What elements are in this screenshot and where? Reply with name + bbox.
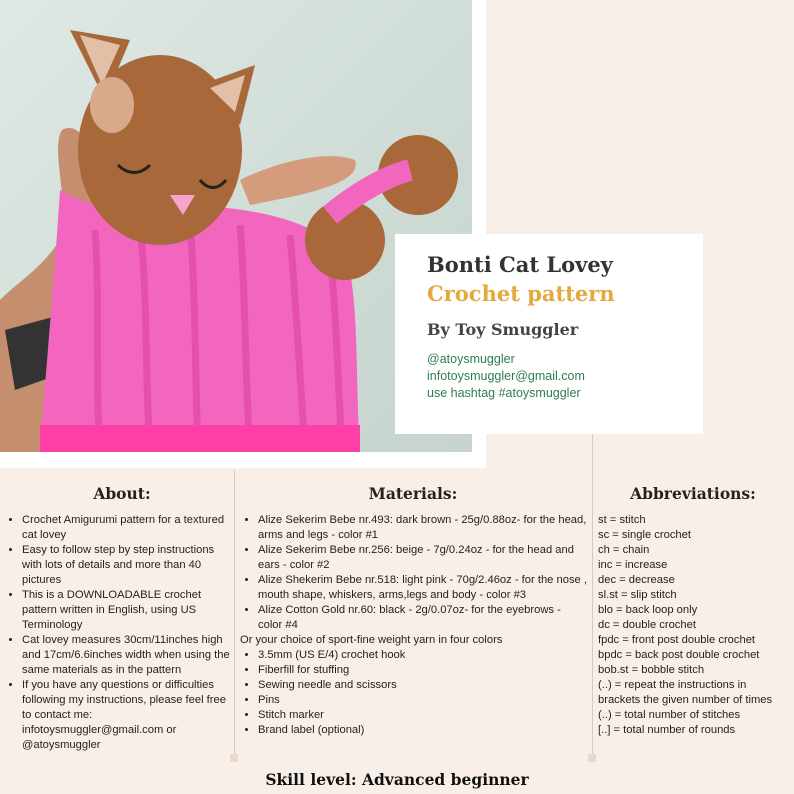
materials-heading: Materials: <box>368 484 458 503</box>
abbreviation-item: fpdc = front post double crochet <box>598 634 756 646</box>
yarn-item: • Alize Sekerim Bebe nr.493: dark brown - 25g/0.88oz- for the head, arms and legs - color #1 <box>258 513 588 543</box>
pattern-title: Bonti Cat Lovey <box>427 252 613 277</box>
about-list <box>8 513 236 753</box>
abbreviation-item: blo = back loop only <box>598 604 698 616</box>
yarn-item: • Alize Shekerim Bebe nr.518: light pink - 70g/2.46oz - for the nose , mouth shape, whiskers, arms,legs and body - color #3 <box>258 573 588 603</box>
materials-section <box>238 478 588 738</box>
tool-item: • Sewing needle and scissors <box>258 678 588 693</box>
about-section <box>8 478 236 753</box>
abbreviation-item: bpdc = back post double crochet <box>598 649 760 661</box>
abbreviations-heading: Abbreviations: <box>630 484 756 503</box>
about-item: • Cat lovey measures 30cm/11inches high and 17cm/6.6inches width when using the same materials as in the pattern <box>22 633 236 678</box>
about-item: • This is a DOWNLOADABLE crochet pattern written in English, using US Terminology <box>22 588 236 633</box>
abbreviation-item: (..) = repeat the instructions in brackets the given number of times <box>598 679 773 706</box>
contact-hashtag: use hashtag #atoysmuggler <box>427 386 581 400</box>
abbreviation-item: ch = chain <box>598 544 650 556</box>
column-divider-right <box>592 470 593 758</box>
abbreviation-item: sc = single crochet <box>598 529 691 541</box>
about-item: • Crochet Amigurumi pattern for a textured cat lovey <box>22 513 236 543</box>
tool-item: • Stitch marker <box>258 708 588 723</box>
about-heading: About: <box>93 484 151 503</box>
yarn-item: • Alize Cotton Gold nr.60: black - 2g/0.07oz- for the eyebrows - color #4 <box>258 603 588 633</box>
about-item: • Easy to follow step by step instructions with lots of details and more than 40 pictures <box>22 543 236 588</box>
abbreviations-section <box>596 478 790 738</box>
title-card <box>395 234 703 434</box>
author-byline: By Toy Smuggler <box>427 320 579 339</box>
about-item: • If you have any questions or difficulties following my instructions, please feel free to contact me: infotoysmuggler@gmail.com or @atoysmuggler <box>22 678 236 753</box>
abbreviations-list <box>596 513 790 738</box>
abbreviation-item: dec = decrease <box>598 574 675 586</box>
tool-item: • Pins <box>258 693 588 708</box>
contact-instagram[interactable]: @atoysmuggler <box>427 352 515 366</box>
yarn-list <box>238 513 588 633</box>
abbreviation-item: bob.st = bobble stitch <box>598 664 705 676</box>
yarn-note: Or your choice of sport-fine weight yarn in four colors <box>240 634 503 646</box>
skill-level: Skill level: Advanced beginner <box>265 770 529 789</box>
abbreviation-item: dc = double crochet <box>598 619 696 631</box>
tools-list <box>238 648 588 738</box>
abbreviation-item: (..) = total number of stitches <box>598 709 741 721</box>
pattern-subtitle: Crochet pattern <box>427 281 615 306</box>
abbreviation-item: st = stitch <box>598 514 646 526</box>
tool-item: • 3.5mm (US E/4) crochet hook <box>258 648 588 663</box>
abbreviation-item: [..] = total number of rounds <box>598 724 736 736</box>
contact-email[interactable]: infotoysmuggler@gmail.com <box>427 369 585 383</box>
yarn-item: • Alize Sekerim Bebe nr.256: beige - 7g/0.24oz - for the head and ears - color #2 <box>258 543 588 573</box>
abbreviation-item: sl.st = slip stitch <box>598 589 677 601</box>
abbreviation-item: inc = increase <box>598 559 668 571</box>
tool-item: • Fiberfill for stuffing <box>258 663 588 678</box>
tool-item: • Brand label (optional) <box>258 723 588 738</box>
